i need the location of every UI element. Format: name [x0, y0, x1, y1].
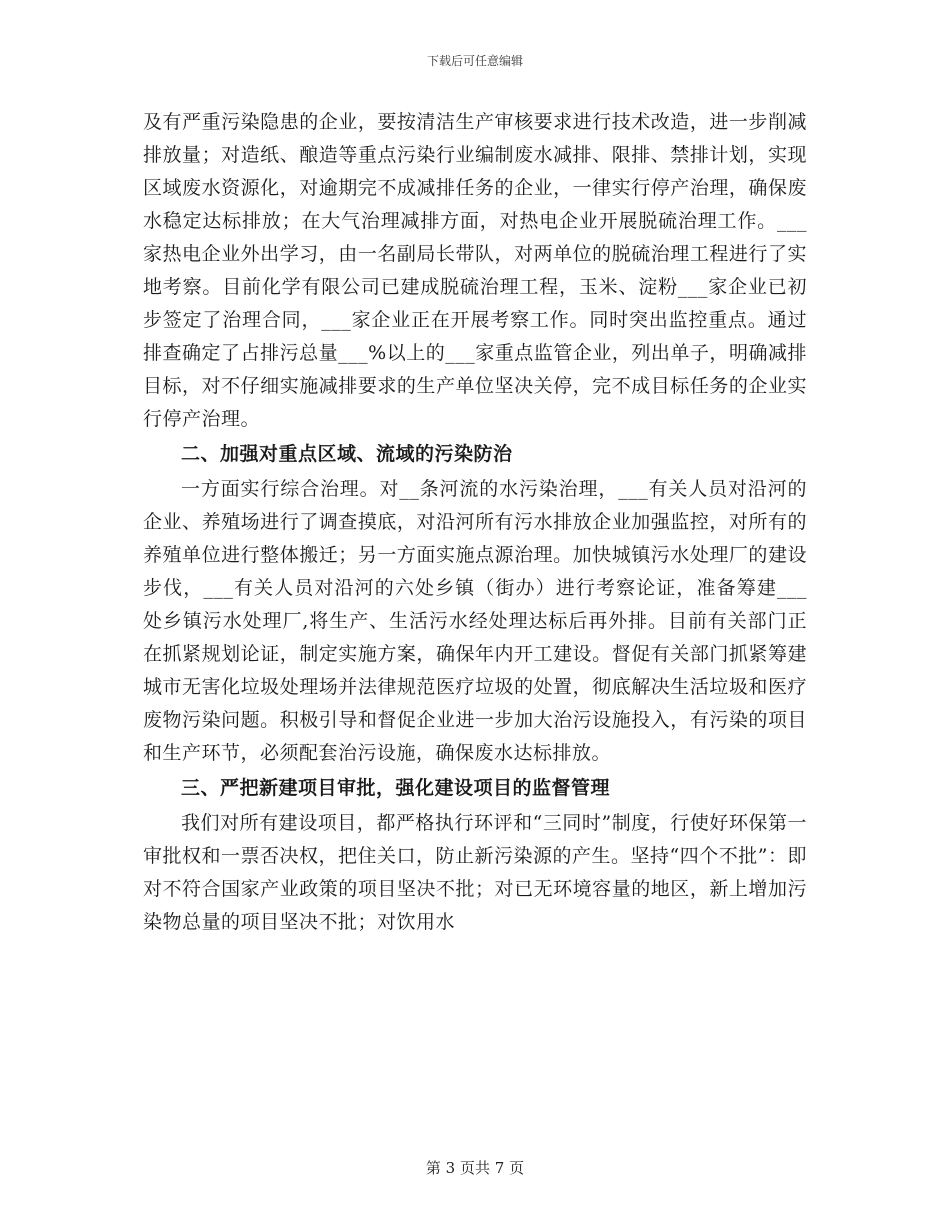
paragraph-1: 及有严重污染隐患的企业，要按清洁生产审核要求进行技术改造，进一步削减排放量；对造纸、酿造等重点污染行业编制废水减排、限排、禁排计划，实现区域废水资源化，对逾期完不成减排任务的企业，一律实行停产治理，确保废水稳定达标排放；在大气治理减排方面，对热电企业开展脱硫治理工作。___家热电企业外出学习，由一名副局长带队，对两单位的脱硫治理工程进行了实地考察。目前化学有限公司已建成脱硫治理工程，玉米、淀粉___家企业已初步签定了治理合同，___家企业正在开展考察工作。同时突出监控重点。通过排查确定了占排污总量___%以上的___家重点监管企业，列出单子，明确减排目标，对不仔细实施减排要求的生产单位坚决关停，完不成目标任务的企业实行停产治理。 [143, 111, 807, 430]
page-header: 下载后可任意编辑 [426, 54, 523, 68]
section-heading-3: 三、严把新建项目审批，强化建设项目的监督管理 [181, 777, 611, 799]
section-heading-2: 二、加强对重点区域、流域的污染防治 [181, 443, 513, 465]
paragraph-3: 我们对所有建设项目，都严格执行环评和“三同时”制度，行使好环保第一审批权和一票否决权，把住关口，防止新污染源的产生。坚持“四个不批”：即对不符合国家产业政策的项目坚决不批；对已无环境容量的地区，新上增加污染物总量的项目坚决不批；对饮用水 [143, 812, 807, 933]
paragraph-2: 一方面实行综合治理。对__条河流的水污染治理，___有关人员对沿河的企业、养殖场进行了调查摸底，对沿河所有污水排放企业加强监控，对所有的养殖单位进行整体搬迁；另一方面实施点源治理。加快城镇污水处理厂的建设步伐，___有关人员对沿河的六处乡镇（街办）进行考察论证，准备筹建___处乡镇污水处理厂,将生产、生活污水经处理达标后再外排。目前有关部门正在抓紧规划论证，制定实施方案，确保年内开工建设。督促有关部门抓紧筹建城市无害化垃圾处理场并法律规范医疗垃圾的处置，彻底解决生活垃圾和医疗废物污染问题。积极引导和督促企业进一步加大治污设施投入，有污染的项目和生产环节，必须配套治污设施，确保废水达标排放。 [143, 478, 807, 764]
document-body [143, 106, 807, 939]
page-footer: 第 3 页共 7 页 [425, 1159, 525, 1177]
